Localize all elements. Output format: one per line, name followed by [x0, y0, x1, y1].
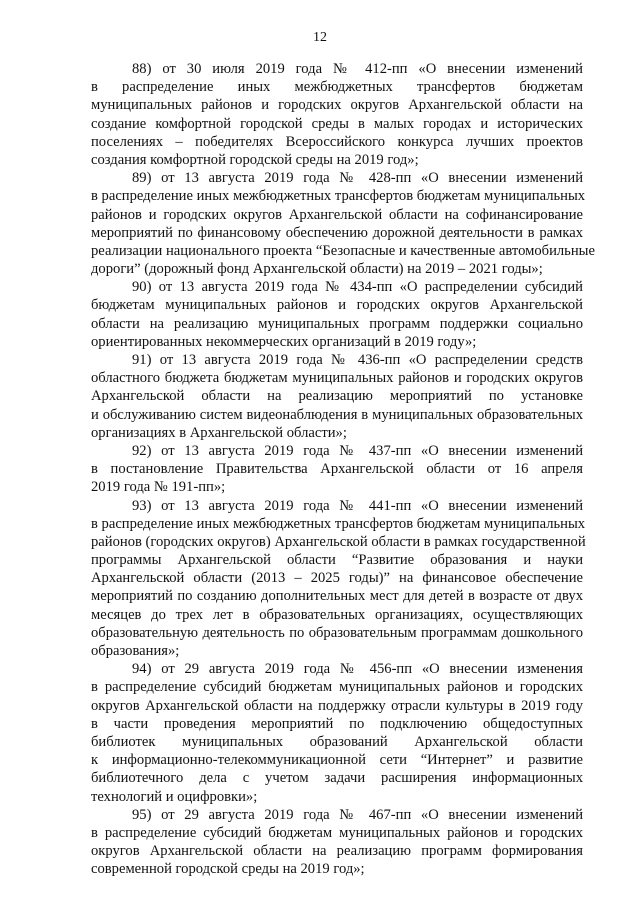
text-line: в части проведения мероприятий по подключению общедоступных [91, 715, 583, 732]
text-line: реализации национального проекта “Безопасные и качественные автомобильные [91, 242, 595, 259]
text-line: дороги” (дорожный фонд Архангельской области) на 2019 – 2021 годы»; [91, 261, 543, 278]
text-line: ориентированных некоммерческих организаций в 2019 году»; [91, 333, 477, 350]
text-line: образования»; [91, 643, 180, 659]
text-line: современной городской среды на 2019 год»; [91, 861, 365, 878]
text-line: 2019 года № 191-пп»; [91, 479, 226, 496]
list-item [91, 806, 583, 879]
text-line: образовательную деятельность по образовательным программам дошкольного [91, 624, 583, 641]
list-item [91, 442, 583, 497]
text-line: бюджетам муниципальных районов и городских округов Архангельской [91, 297, 583, 314]
page-number: 12 [313, 30, 327, 45]
text-line: в распределение иных межбюджетных трансфертов бюджетам муниципальных [91, 188, 586, 205]
text-line: областного бюджета бюджетам муниципальных районов и городских округов [91, 370, 583, 387]
text-line: мероприятий по созданию дополнительных мест для детей в возрасте от двух [91, 588, 583, 605]
text-line: 95) от 29 августа 2019 года № 467-пп «О внесении изменений [132, 806, 583, 823]
list-item [91, 497, 586, 661]
list-item [91, 278, 583, 351]
text-line: 88) от 30 июля 2019 года № 412-пп «О внесении изменений [132, 61, 583, 77]
text-line: в распределение иных межбюджетных трансфертов бюджетам [91, 79, 583, 96]
text-line: организациях в Архангельской области»; [91, 424, 347, 441]
text-line: округов Архангельской области на поддержку отрасли культуры в 2019 году [91, 697, 583, 714]
text-line: технологий и оцифровки»; [91, 788, 258, 805]
text-line: поселениях – победителях Всероссийского конкурса лучших проектов [91, 133, 583, 150]
text-line: в постановление Правительства Архангельской области от 16 апреля [91, 461, 583, 478]
text-line: в распределение субсидий бюджетам муниципальных районов и городских [91, 824, 583, 841]
text-line: создания комфортной городской среды на 2019 год»; [91, 151, 419, 168]
list-item [91, 60, 583, 169]
text-line: 90) от 13 августа 2019 года № 434-пп «О распределении субсидий [132, 279, 583, 296]
text-line: округов Архангельской области на реализацию программ формирования [91, 843, 583, 860]
text-line: области на реализацию муниципальных программ поддержки социально [91, 315, 583, 332]
text-line: в распределение иных межбюджетных трансфертов бюджетам муниципальных [91, 515, 586, 532]
text-line: районов и городских округов Архангельской области на софинансирование [91, 206, 583, 223]
text-line: месяцев до трех лет в образовательных организациях, осуществляющих [91, 606, 583, 623]
text-line: 94) от 29 августа 2019 года № 456-пп «О внесении изменения [132, 661, 583, 678]
text-line: в распределение субсидий бюджетам муниципальных районов и городских [91, 679, 583, 696]
text-line: Архангельской области на реализацию мероприятий по установке [91, 388, 583, 405]
text-line: библиотечного дела с учетом задачи расширения информационных [91, 770, 583, 787]
list-item [91, 660, 583, 806]
text-line: программы Архангельской области “Развитие образования и науки [91, 552, 583, 569]
text-line: Архангельской области (2013 – 2025 годы)” на финансовое обеспечение [91, 570, 583, 587]
text-line: создание комфортной городской среды в малых городах и исторических [91, 115, 583, 132]
text-line: библиотек муниципальных образований Архангельской области [91, 733, 583, 750]
text-line: 91) от 13 августа 2019 года № 436-пп «О распределении средств [132, 352, 583, 368]
list-item [91, 351, 583, 442]
text-line: мероприятий по финансовому обеспечению дорожной деятельности в рамках [91, 224, 583, 241]
text-line: 93) от 13 августа 2019 года № 441-пп «О внесении изменений [132, 497, 583, 514]
text-line: 89) от 13 августа 2019 года № 428-пп «О внесении изменений [132, 170, 583, 187]
text-line: 92) от 13 августа 2019 года № 437-пп «О внесении изменений [132, 442, 583, 459]
text-line: к информационно-телекоммуникационной сети “Интернет” и развитие [91, 752, 583, 769]
text-line: и обслуживанию систем видеонаблюдения в муниципальных образовательных [91, 406, 583, 423]
list-item [91, 169, 595, 278]
document-body [91, 60, 595, 878]
text-line: районов (городских округов) Архангельской области в рамках государственной [91, 533, 586, 550]
text-line: муниципальных районов и городских округов Архангельской области на [91, 97, 583, 114]
